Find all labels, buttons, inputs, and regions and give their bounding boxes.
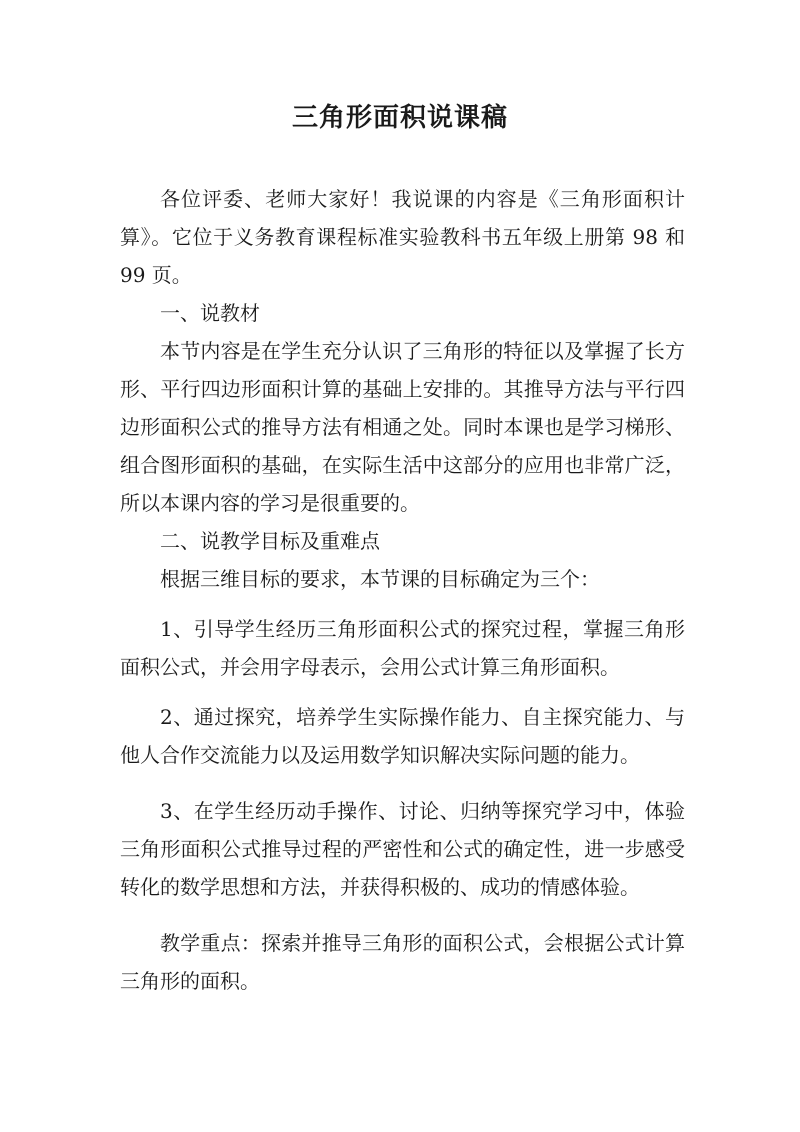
objective-item-2: 2、通过探究，培养学生实际操作能力、自主探究能力、与他人合作交流能力以及运用数学知识解决实际问题的能力。 — [120, 705, 685, 767]
objective-item-3: 3、在学生经历动手操作、讨论、归纳等探究学习中，体验三角形面积公式推导过程的严密性和公式的确定性，进一步感受转化的数学思想和方法，并获得积极的、成功的情感体验。 — [120, 799, 685, 899]
section-heading-objectives: 二、说教学目标及重难点 — [160, 529, 380, 553]
teaching-focus-paragraph: 教学重点：探索并推导三角形的面积公式，会根据公式计算三角形的面积。 — [120, 931, 685, 993]
intro-paragraph: 各位评委、老师大家好！我说课的内容是《三角形面积计算》。它位于义务教育课程标准实验教科书五年级上册第 98 和 99 页。 — [120, 187, 685, 287]
document-body — [120, 180, 685, 1000]
objectives-intro-paragraph: 根据三维目标的要求，本节课的目标确定为三个： — [160, 567, 600, 591]
textbook-paragraph: 本节内容是在学生充分认识了三角形的特征以及掌握了长方形、平行四边形面积计算的基础上安排的。其推导方法与平行四边形面积公式的推导方法有相通之处。同时本课也是学习梯形、组合图形面积的基础，在实际生活中这部分的应用也非常广泛，所以本课内容的学习是很重要的。 — [120, 339, 685, 515]
document-title: 三角形面积说课稿 — [291, 103, 508, 133]
section-heading-textbook: 一、说教材 — [160, 301, 260, 325]
objective-item-1: 1、引导学生经历三角形面积公式的探究过程，掌握三角形面积公式，并会用字母表示，会用公式计算三角形面积。 — [120, 617, 685, 679]
